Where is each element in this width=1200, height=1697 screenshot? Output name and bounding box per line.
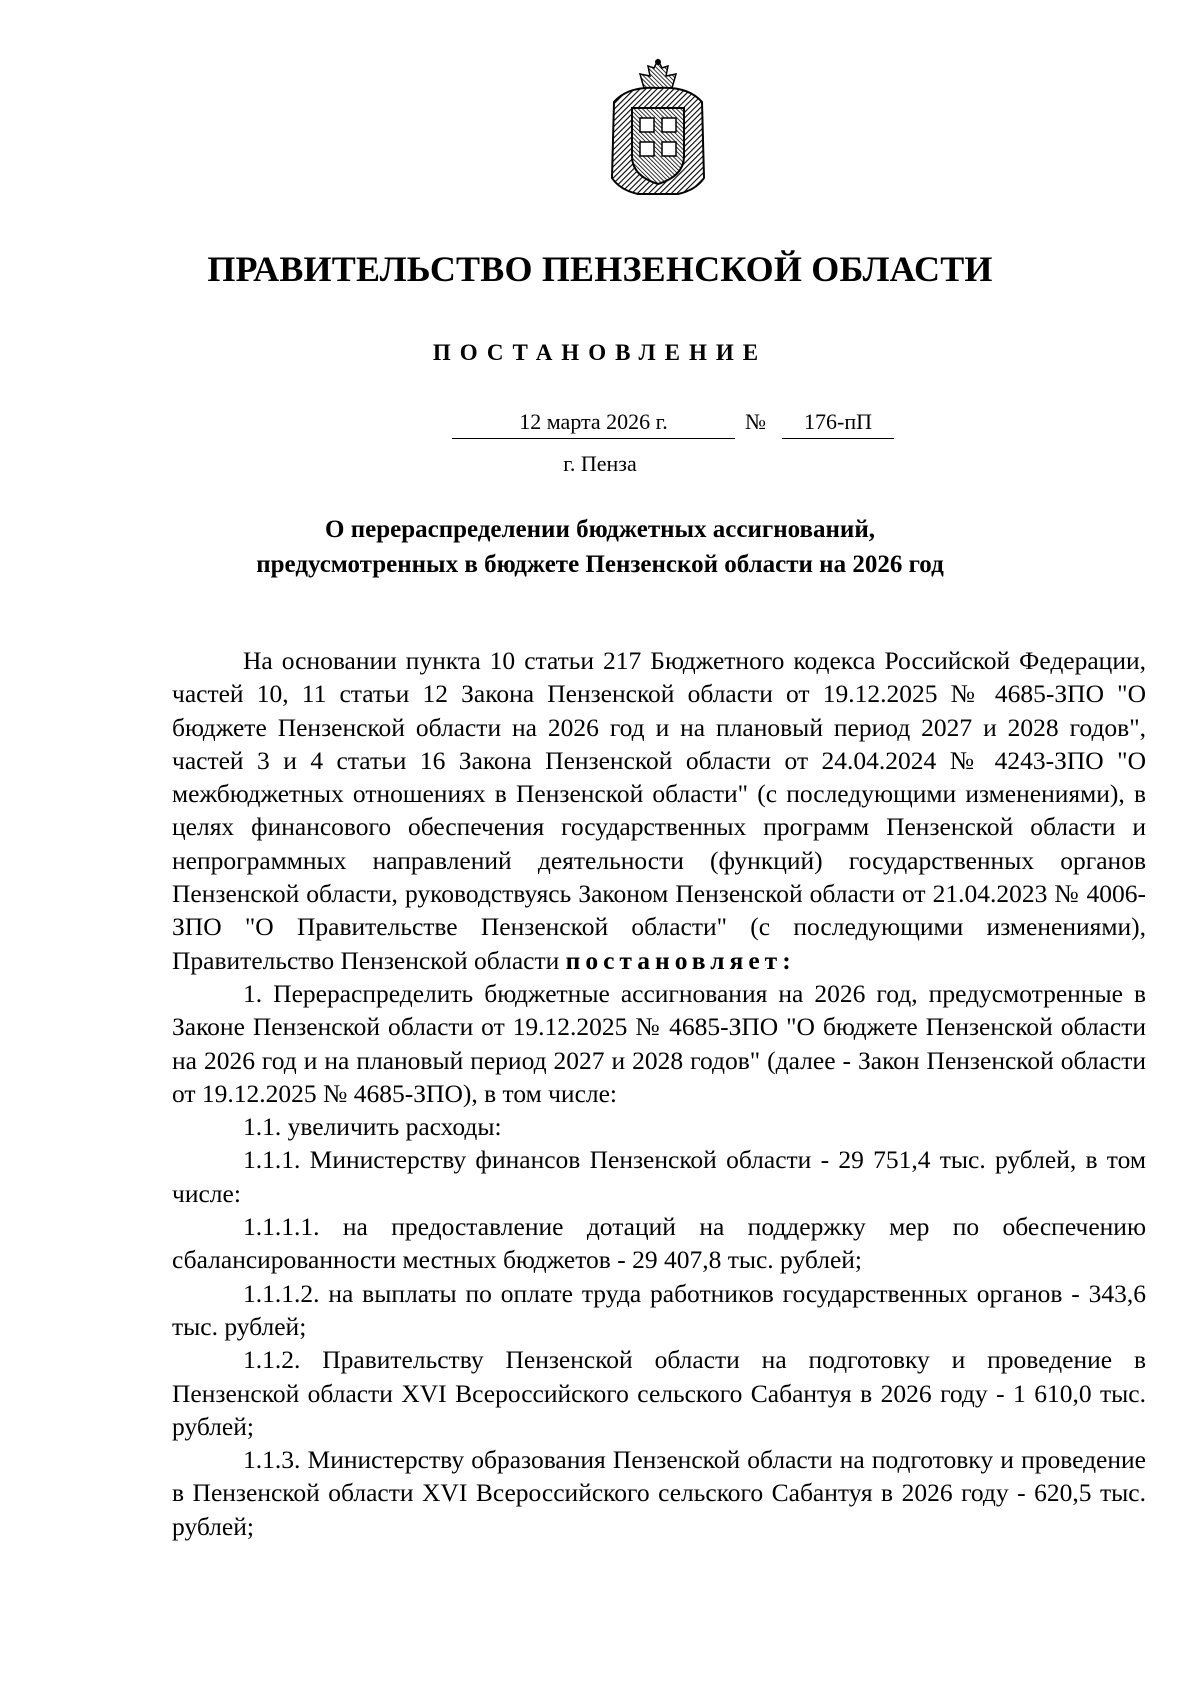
- preamble-text: На основании пункта 10 статьи 217 Бюджетного кодекса Российской Федерации, частей 10, 11 статьи 12 Закона Пензенской области от 19.12.2025 № 4685-ЗПО "О бюджете Пензенской области на 2026 год и на плановый период 2027 и 2028 годов", частей 3 и 4 статьи 16 Закона Пензенской области от 24.04.2024 № 4243-ЗПО "О межбюджетных отношениях в Пензенской области" (с последующими изменениями), в целях финансового обеспечения государственных программ Пензенской области и непрограммных направлений деятельности (функций) государственных органов Пензенской области, руководствуясь Законом Пензенской области от 21.04.2023 № 4006-ЗПО "О Правительстве Пензенской области" (с последующими изменениями), Правительство Пензенской области: [172, 646, 1146, 975]
- decree-word: постановляет:: [565, 945, 796, 975]
- item-1-1-1-1: 1.1.1.1. на предоставление дотаций на поддержку мер по обеспечению сбалансированности местных бюджетов - 29 407,8 тыс. рублей;: [172, 1212, 1146, 1275]
- item-1-1-2: 1.1.2. Правительству Пензенской области на подготовку и проведение в Пензенской области XVI Всероссийского сельского Сабантуя в 2026 году - 1 610,0 тыс. рублей;: [172, 1345, 1146, 1441]
- document-type: ПОСТАНОВЛЕНИЕ: [432, 340, 768, 365]
- subject-line-1: О перераспределении бюджетных ассигнований,: [325, 516, 875, 543]
- item-1-1-1-2: 1.1.1.2. на выплаты по оплате труда работников государственных органов - 343,6 тыс. рублей;: [172, 1278, 1146, 1341]
- item-1-1: 1.1. увеличить расходы:: [243, 1112, 502, 1142]
- document-date: 12 марта 2026 г.: [452, 408, 735, 439]
- document-number: 176-пП: [782, 408, 894, 439]
- document-subject: [150, 512, 1050, 582]
- subject-line-2: предусмотренных в бюджете Пензенской области на 2026 год: [256, 551, 944, 578]
- coat-of-arms-emblem: [608, 58, 708, 198]
- document-body: [172, 644, 1146, 1543]
- item-1-1-3: 1.1.3. Министерству образования Пензенской области на подготовку и проведение в Пензенской области XVI Всероссийского сельского Сабантуя в 2026 году - 620,5 тыс. рублей;: [172, 1445, 1146, 1541]
- government-title: ПРАВИТЕЛЬСТВО ПЕНЗЕНСКОЙ ОБЛАСТИ: [207, 249, 993, 289]
- item-1-1-1: 1.1.1. Министерству финансов Пензенской области - 29 751,4 тыс. рублей, в том числе:: [172, 1145, 1146, 1208]
- number-sign: №: [745, 409, 766, 434]
- preamble-paragraph: [172, 644, 1146, 977]
- city: г. Пенза: [563, 451, 637, 476]
- item-1: 1. Перераспределить бюджетные ассигнования на 2026 год, предусмотренные в Законе Пензенской области от 19.12.2025 № 4685-ЗПО "О бюджете Пензенской области на 2026 год и на плановый период 2027 и 2028 годов" (далее - Закон Пензенской области от 19.12.2025 № 4685-ЗПО), в том числе:: [172, 978, 1146, 1108]
